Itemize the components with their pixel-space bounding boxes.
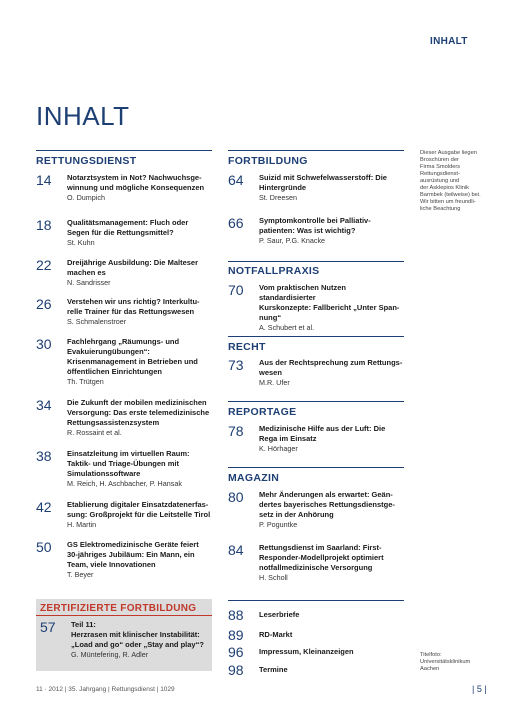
toc-entry[interactable]	[36, 217, 212, 253]
entry-title-line: Hintergründe	[259, 183, 307, 192]
page-number: 70	[228, 282, 244, 298]
page-number: 38	[36, 448, 52, 464]
page-number: 64	[228, 172, 244, 188]
entry-author: P. Poguntke	[259, 520, 298, 529]
toc-entry[interactable]	[228, 357, 404, 393]
page-number: 50	[36, 539, 52, 555]
entry-title-line: öffentlichen Einrichtungen	[67, 367, 162, 376]
note-line: liche Beachtung	[420, 206, 461, 212]
toc-entry[interactable]	[36, 448, 212, 494]
entry-title-line: Responder-Modellprojekt optimiert	[259, 553, 384, 562]
page-number: 22	[36, 257, 52, 273]
toc-entry[interactable]	[228, 282, 404, 332]
entry-title-line: Notarztsystem in Not? Nachwuchsge-	[67, 173, 202, 182]
entry-title-line: Segen für die Rettungsmittel?	[67, 228, 174, 237]
toc-entry[interactable]	[36, 336, 212, 392]
entry-title-line: Einsatzleitung im virtuellen Raum:	[67, 449, 190, 458]
toc-entry[interactable]	[228, 423, 404, 459]
note-line: ausrüstung und	[420, 178, 460, 184]
section-rule	[228, 261, 404, 262]
entry-title-line: Mehr Änderungen als erwartet: Geän-	[259, 490, 393, 499]
credit-line: Universitätsklinikum	[420, 659, 471, 665]
entry-title-line: Symptomkontrolle bei Palliativ-	[259, 216, 371, 225]
entry-title-line: Vom praktischen Nutzen standardisierter	[259, 283, 346, 302]
page-number: 98	[228, 662, 244, 678]
page-number: 66	[228, 215, 244, 231]
entry-title-line: Suizid mit Schwefelwasserstoff: Die	[259, 173, 387, 182]
entry-title-line: Medizinische Hilfe aus der Luft: Die	[259, 424, 386, 433]
page-number: 34	[36, 397, 52, 413]
toc-entry[interactable]	[36, 172, 212, 208]
entry-title-line: Krisenmanagement in Betrieben und	[67, 357, 198, 366]
entry-title-line: Versorgung: Das erste telemedizinische	[67, 408, 210, 417]
section-rule	[228, 401, 404, 402]
entry-title-line: Rettungsdienst im Saarland: First-	[259, 543, 382, 552]
entry-author: A. Schubert et al.	[259, 323, 315, 332]
entry-author: S. Schmalenstroer	[67, 317, 127, 326]
entry-title-line: sung: Großprojekt für die Leitstelle Tirol	[67, 510, 211, 519]
toc-entry[interactable]	[228, 215, 404, 251]
section-heading-zertifizierte: ZERTIFIZIERTE FORTBILDUNG	[40, 603, 197, 614]
page-number: 26	[36, 296, 52, 312]
entry-title-line: Qualitätsmanagement: Fluch oder	[67, 218, 189, 227]
entry-title-line: wesen	[259, 368, 282, 377]
entry-author: N. Sandrisser	[67, 278, 111, 287]
note-line: Firma Smolders	[420, 164, 461, 170]
footer-page-number: | 5 |	[472, 684, 487, 694]
entry-author: St. Dreesen	[259, 193, 297, 202]
page-number: 14	[36, 172, 52, 188]
entry-title-line: Aus der Rechtsprechung zum Rettungs-	[259, 358, 403, 367]
entry-title-line: Rettungsassistenzsystem	[67, 418, 160, 427]
toc-entry[interactable]	[36, 499, 212, 535]
section-heading-recht: RECHT	[228, 341, 266, 353]
toc-entry[interactable]	[36, 296, 212, 332]
entry-title-line: Teil 11:	[71, 620, 96, 629]
toc-entry[interactable]	[228, 542, 404, 588]
entry-title: Leserbriefe	[259, 610, 300, 619]
entry-title-line: setz in der Anhörung	[259, 510, 334, 519]
section-rule	[228, 467, 404, 468]
page-number: 78	[228, 423, 244, 439]
section-heading-fortbildung: FORTBILDUNG	[228, 155, 308, 167]
entry-title-line: Simulationssoftware	[67, 469, 141, 478]
section-heading-notfallpraxis: NOTFALLPRAXIS	[228, 265, 320, 277]
entry-title-line: Rega im Einsatz	[259, 434, 317, 443]
entry-title-line: Die Zukunft der mobilen medizinischen	[67, 398, 207, 407]
entry-author: Th. Trütgen	[67, 377, 104, 386]
entry-title-line: machen es	[67, 268, 106, 277]
credit-line: Titelfoto:	[420, 652, 442, 658]
section-rule	[228, 150, 404, 151]
page-number: 88	[228, 607, 244, 623]
header-section-label: INHALT	[430, 36, 468, 47]
section-rule	[36, 615, 212, 616]
page-title: INHALT	[36, 101, 130, 131]
page-number: 30	[36, 336, 52, 352]
entry-title-line: Fachlehrgang „Räumungs- und	[67, 337, 180, 346]
section-heading-reportage: REPORTAGE	[228, 406, 297, 418]
page-number: 73	[228, 357, 244, 373]
page-number: 18	[36, 217, 52, 233]
toc-entry[interactable]	[36, 397, 212, 443]
entry-title-line: Verstehen wir uns richtig? Interkultu-	[67, 297, 200, 306]
page-number: 80	[228, 489, 244, 505]
toc-entry[interactable]	[228, 172, 404, 208]
toc-entry[interactable]	[36, 257, 212, 293]
credit-line: Aachen	[420, 666, 440, 672]
entry-author: St. Kuhn	[67, 238, 95, 247]
entry-author: H. Scholl	[259, 573, 288, 582]
note-line: Barmbek (teilweise) bei.	[420, 192, 481, 198]
entry-author: R. Rossaint et al.	[67, 428, 122, 437]
entry-author: T. Beyer	[67, 570, 94, 579]
note-line: Rettungsdienst-	[420, 171, 460, 177]
section-heading-rettungsdienst: RETTUNGSDIENST	[36, 155, 137, 167]
toc-entry[interactable]	[36, 539, 212, 585]
insert-note	[420, 150, 492, 213]
entry-title-line: Kurskonzepte: Fallbericht „Unter Span-	[259, 303, 400, 312]
entry-title: Impressum, Kleinanzeigen	[259, 647, 354, 656]
entry-title-line: Team, viele Innovationen	[67, 560, 156, 569]
entry-title-line: Taktik- und Triage-Übungen mit	[67, 459, 179, 468]
entry-author: K. Hörhager	[259, 444, 298, 453]
section-rule	[228, 600, 404, 601]
entry-author: G. Müntefering, R. Adler	[71, 650, 149, 659]
entry-author: M. Reich, H. Aschbacher, P. Hansak	[67, 479, 182, 488]
section-rule	[36, 150, 212, 151]
entry-title-line: notfallmedizinische Versorgung	[259, 563, 373, 572]
page-number: 57	[40, 619, 56, 635]
entry-author: H. Martin	[67, 520, 97, 529]
section-rule	[228, 336, 404, 337]
entry-title: Termine	[259, 665, 288, 674]
entry-title-line: patienten: Was ist wichtig?	[259, 226, 356, 235]
footer-issue-info: 11 · 2012 | 35. Jahrgang | Rettungsdienst | 1029	[36, 686, 175, 693]
entry-title-line: Herzrasen mit klinischer Instabilität:	[71, 630, 200, 639]
note-line: der Asklepios Klinik	[420, 185, 469, 191]
section-heading-magazin: MAGAZIN	[228, 472, 280, 484]
entry-title-line: winnung und mögliche Konsequenzen	[67, 183, 205, 192]
toc-entry[interactable]	[228, 489, 404, 535]
entry-title-line: Evakuierungübungen“:	[67, 347, 150, 356]
note-line: Wir bitten um freundli-	[420, 199, 476, 205]
entry-title-line: Etablierung digitaler Einsatzdatenerfas-	[67, 500, 209, 509]
entry-title: RD-Markt	[259, 630, 293, 639]
entry-author: O. Dumpich	[67, 193, 105, 202]
page-number: 89	[228, 627, 244, 643]
entry-title-line: 30-jähriges Jubiläum: Ein Mann, ein	[67, 550, 195, 559]
page-number: 84	[228, 542, 244, 558]
entry-title-line: GS Elektromedizinische Geräte feiert	[67, 540, 199, 549]
entry-title-line: nung“	[259, 313, 282, 322]
note-line: Dieser Ausgabe liegen	[420, 150, 477, 156]
entry-title-line: relle Trainer für das Rettungswesen	[67, 307, 195, 316]
certified-training-box	[36, 599, 212, 671]
entry-author: P. Saur, P.G. Knacke	[259, 236, 326, 245]
page-number: 42	[36, 499, 52, 515]
entry-title-line: Dreijährige Ausbildung: Die Malteser	[67, 258, 198, 267]
entry-author: M.R. Ufer	[259, 378, 290, 387]
page-number: 96	[228, 644, 244, 660]
entry-title-line: dertes bayerisches Rettungsdienstge-	[259, 500, 395, 509]
photo-credit	[420, 652, 480, 673]
note-line: Broschüren der	[420, 157, 459, 163]
entry-title-line: „Load and go“ oder „Stay and play“?	[71, 640, 204, 649]
toc-entry[interactable]	[40, 619, 210, 665]
